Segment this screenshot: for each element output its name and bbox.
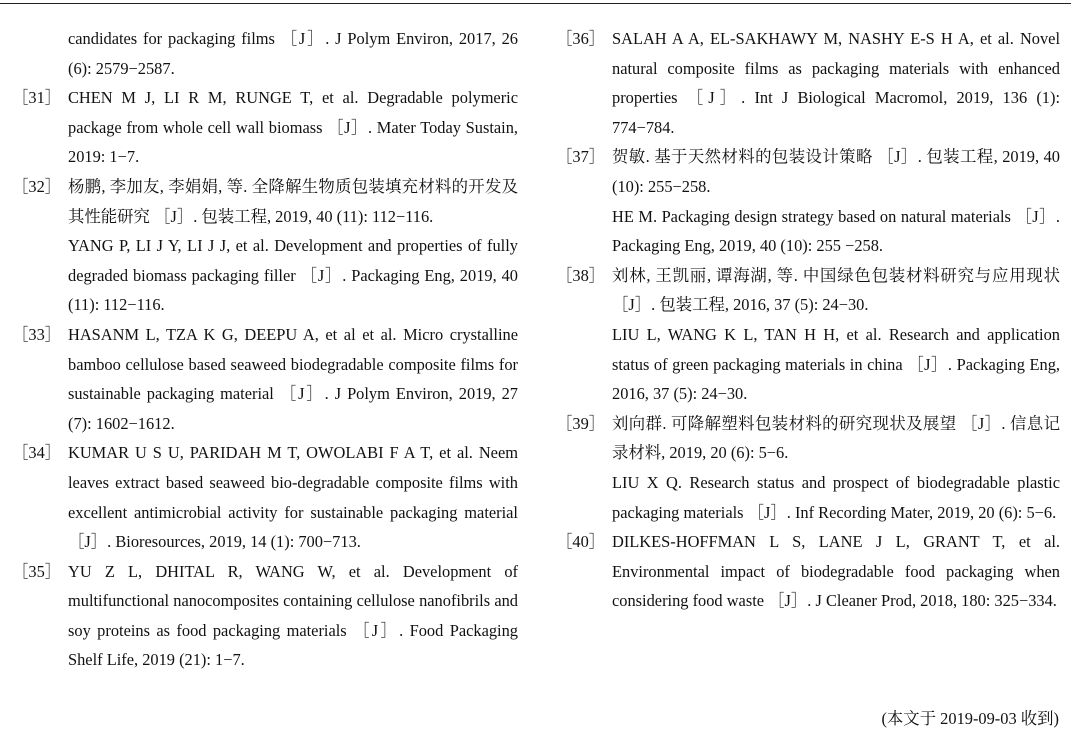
reference-text: LIU L, WANG K L, TAN H H, et al. Research and application status of green packaging materials in china ［J］. Packaging Eng, 2016, 37 (5): 24−30. xyxy=(612,324,1060,404)
reference-entry xyxy=(12,438,518,556)
reference-number: ［35］ xyxy=(12,561,62,581)
reference-entry xyxy=(12,557,518,675)
reference-text: 刘向群. 可降解塑料包装材料的研究现状及展望 ［J］. 信息记录材料, 2019, 20 (6): 5−6. xyxy=(612,413,1060,463)
reference-entry xyxy=(556,468,1060,527)
reference-number: ［38］ xyxy=(556,265,606,285)
reference-number: ［37］ xyxy=(556,147,606,167)
received-date-note: (本文于 2019-09-03 收到) xyxy=(881,709,1059,728)
reference-text: HE M. Packaging design strategy based on natural materials ［J］. Packaging Eng, 2019, 40 (10): 255 −258. xyxy=(612,206,1060,256)
reference-entry xyxy=(12,231,518,320)
reference-number: ［39］ xyxy=(556,413,606,433)
reference-text: 贺敏. 基于天然材料的包装设计策略 ［J］. 包装工程, 2019, 40 (10): 255−258. xyxy=(612,147,1060,196)
reference-entry xyxy=(556,202,1060,261)
reference-text: CHEN M J, LI R M, RUNGE T, et al. Degradable polymeric package from whole cell wall biomass ［J］. Mater Today Sustain, 2019: 1−7. xyxy=(68,88,518,167)
reference-entry xyxy=(12,172,518,231)
reference-column-right xyxy=(556,24,1060,616)
reference-number: ［31］ xyxy=(12,88,62,108)
reference-column-left xyxy=(12,24,518,675)
reference-entry xyxy=(556,142,1060,201)
reference-entry xyxy=(12,83,518,172)
reference-entry xyxy=(556,409,1060,468)
reference-text: DILKES-HOFFMAN L S, LANE J L, GRANT T, et al. Environmental impact of biodegradable food packaging when considering food waste ［J］. J Cleaner Prod, 2018, 180: 325−334. xyxy=(612,532,1060,611)
reference-text: KUMAR U S U, PARIDAH M T, OWOLABI F A T, et al. Neem leaves extract based seaweed bio-degradable composite films with excellent antimicrobial activity for sustainable packaging material ［J］. Bioresources, 2019, 14 (1): 700−713. xyxy=(68,443,518,552)
reference-text: YU Z L, DHITAL R, WANG W, et al. Development of multifunctional nanocomposites containing cellulose nanofibrils and soy proteins as food packaging materials ［J］. Food Packaging Shelf Life, 2019 (21): 1−7. xyxy=(68,561,518,670)
reference-number: ［32］ xyxy=(12,176,62,196)
reference-entry xyxy=(12,24,518,83)
reference-text: YANG P, LI J Y, LI J J, et al. Development and properties of fully degraded biomass packaging filler ［J］. Packaging Eng, 2019, 40 (11): 112−116. xyxy=(68,236,518,315)
top-rule xyxy=(0,3,1071,4)
reference-entry xyxy=(556,24,1060,142)
reference-entry xyxy=(12,320,518,438)
reference-text: candidates for packaging films ［J］. J Polym Environ, 2017, 26 (6): 2579−2587. xyxy=(68,29,518,78)
reference-entry xyxy=(556,261,1060,320)
reference-text: 杨鹏, 李加友, 李娟娟, 等. 全降解生物质包装填充材料的开发及其性能研究 ［J］. 包装工程, 2019, 40 (11): 112−116. xyxy=(68,176,518,226)
reference-text: HASANM L, TZA K G, DEEPU A, et al et al. Micro crystalline bamboo cellulose based seaweed biodegradable composite films for sustainable packaging material ［J］. J Polym Environ, 2019, 27 (7): 1602−1612. xyxy=(68,324,518,433)
reference-number: ［34］ xyxy=(12,443,62,463)
reference-text: SALAH A A, EL-SAKHAWY M, NASHY E-S H A, et al. Novel natural composite films as packaging materials with enhanced properties ［J］. Int J Biological Macromol, 2019, 136 (1): 774−784. xyxy=(612,29,1060,137)
reference-entry xyxy=(556,527,1060,616)
reference-text: LIU X Q. Research status and prospect of biodegradable plastic packaging materials ［J］. Inf Recording Mater, 2019, 20 (6): 5−6. xyxy=(612,472,1060,522)
reference-number: ［40］ xyxy=(556,532,606,552)
reference-text: 刘林, 王凯丽, 谭海湖, 等. 中国绿色包装材料研究与应用现状 ［J］. 包装工程, 2016, 37 (5): 24−30. xyxy=(612,265,1060,315)
reference-number: ［36］ xyxy=(556,29,606,48)
reference-number: ［33］ xyxy=(12,324,62,344)
reference-entry xyxy=(556,320,1060,409)
